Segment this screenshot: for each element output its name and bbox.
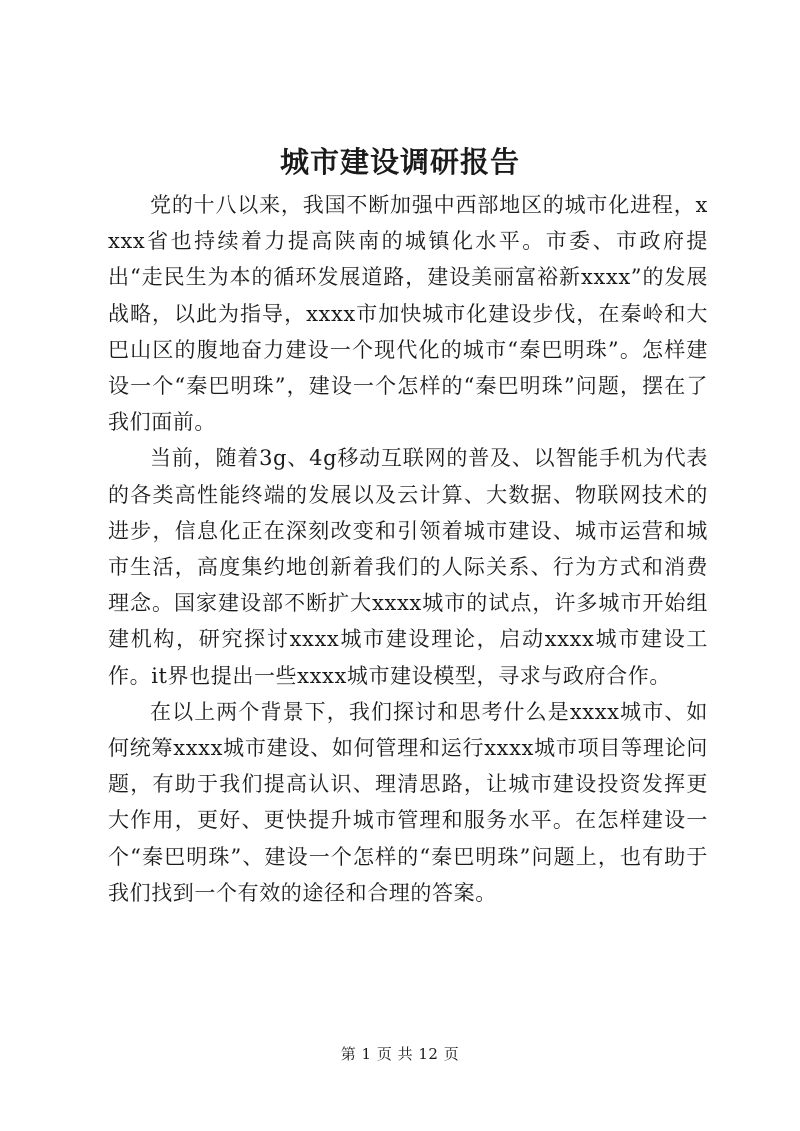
page-number-footer: 第 1 页 共 12 页 (340, 1045, 460, 1063)
paragraph-1: 党的十八以来，我国不断加强中西部地区的城市化进程，xxxx省也持续着力提高陕南的城镇化水平。市委、市政府提出“走民生为本的循环发展道路，建设美丽富裕新xxxx”的发展战略，以此为指导，xxxx市加快城市化建设步伐，在秦岭和大巴山区的腹地奋力建设一个现代化的城市“秦巴明珠”。怎样建设一个“秦巴明珠”，建设一个怎样的“秦巴明珠”问题，摆在了我们面前。 (108, 193, 708, 435)
document-body (108, 187, 708, 911)
document-title: 城市建设调研报告 (279, 145, 520, 179)
paragraph-2: 当前，随着3g、4g移动互联网的普及、以智能手机为代表的各类高性能终端的发展以及云计算、大数据、物联网技术的进步，信息化正在深刻改变和引领着城市建设、城市运营和城市生活，高度集约地创新着我们的人际关系、行为方式和消费理念。国家建设部不断扩大xxxx城市的试点，许多城市开始组建机构，研究探讨xxxx城市建设理论，启动xxxx城市建设工作。it界也提出一些xxxx城市建设模型，寻求与政府合作。 (108, 446, 708, 688)
paragraph-3: 在以上两个背景下，我们探讨和思考什么是xxxx城市、如何统筹xxxx城市建设、如何管理和运行xxxx城市项目等理论问题，有助于我们提高认识、理清思路，让城市建设投资发挥更大作用，更好、更快提升城市管理和服务水平。在怎样建设一个“秦巴明珠”、建设一个怎样的“秦巴明珠”问题上，也有助于我们找到一个有效的途径和合理的答案。 (108, 699, 708, 905)
